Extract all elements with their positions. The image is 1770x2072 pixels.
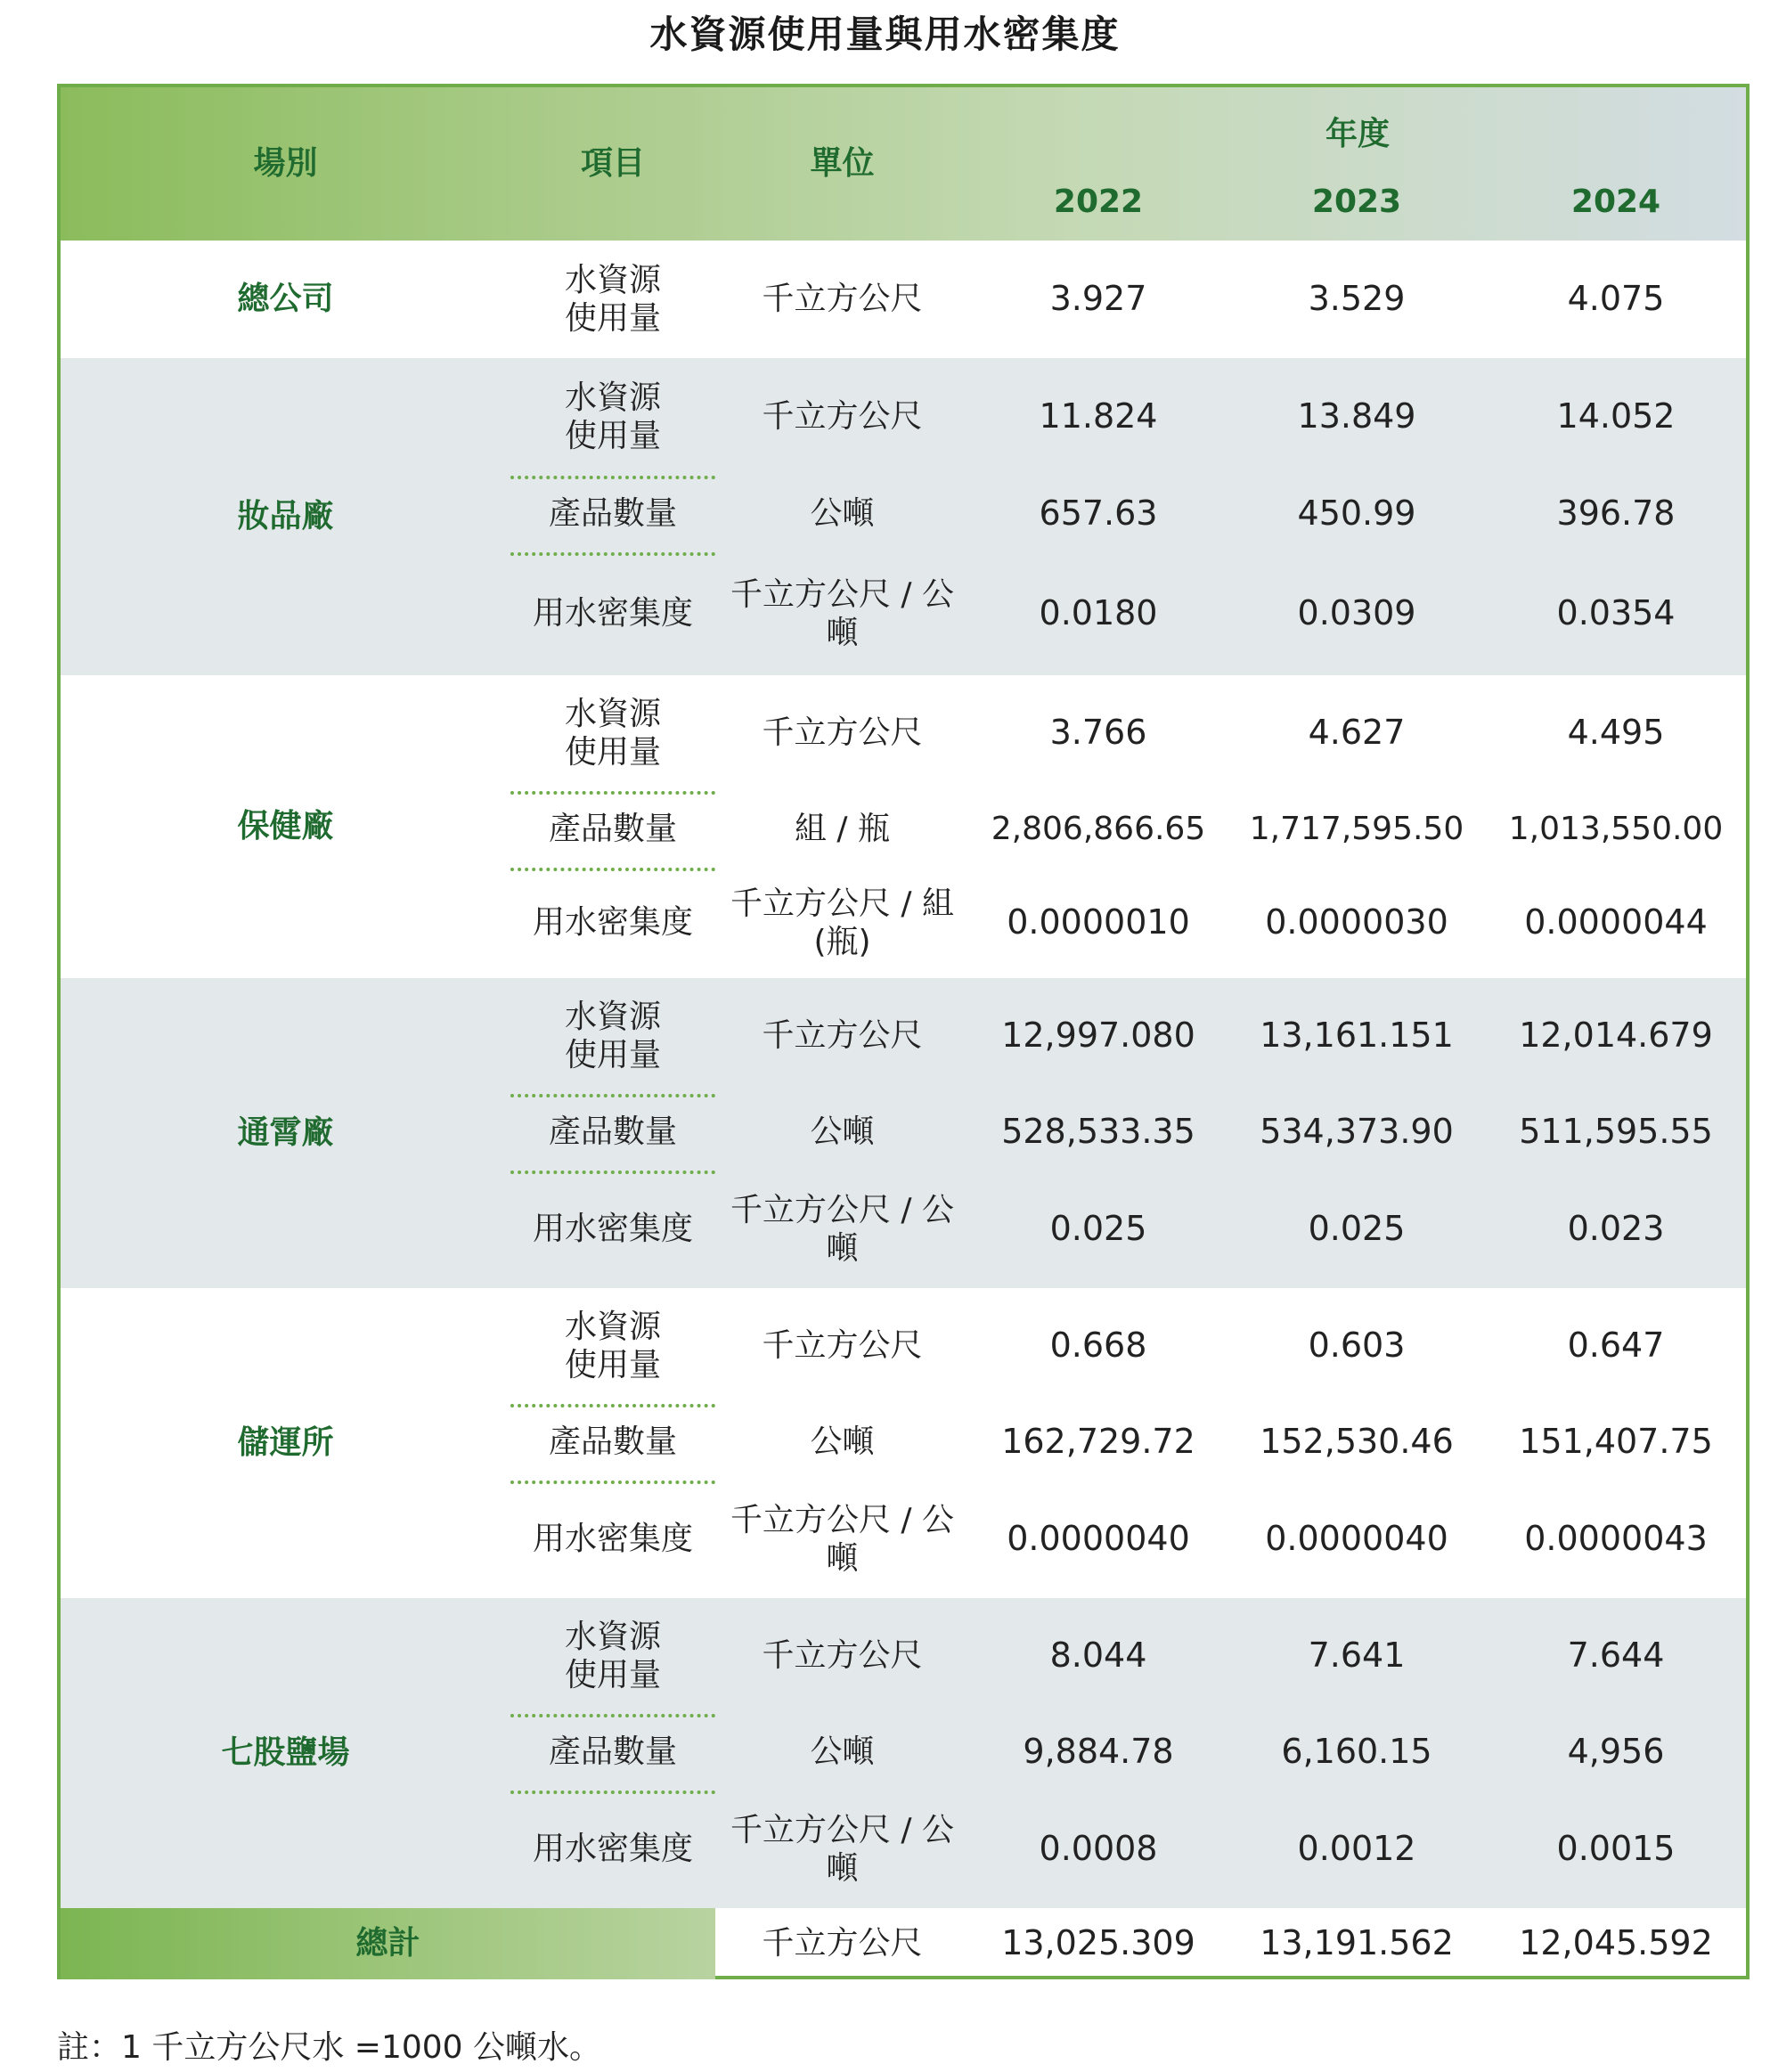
item-label: 水資源 使用量 bbox=[564, 695, 661, 771]
site-hq: 總公司 bbox=[237, 281, 334, 318]
value-2022: 657.63 bbox=[1039, 494, 1158, 534]
unit-label: 千立方公尺 bbox=[762, 1327, 923, 1365]
unit-label: 千立方公尺 / 組 (瓶) bbox=[730, 885, 955, 960]
value-2022: 3.927 bbox=[1049, 279, 1147, 319]
header-year-group: 年度 bbox=[1325, 116, 1390, 153]
value-2023: 450.99 bbox=[1297, 494, 1416, 534]
value-2024: 4.495 bbox=[1567, 713, 1665, 753]
value-2023: 0.603 bbox=[1308, 1326, 1406, 1366]
item-label: 產品數量 bbox=[548, 1733, 677, 1771]
value-2024: 0.0015 bbox=[1556, 1829, 1676, 1869]
item-label: 用水密集度 bbox=[532, 1211, 693, 1248]
header-year-2024: 2024 bbox=[1570, 184, 1661, 221]
value-2023: 152,530.46 bbox=[1260, 1422, 1454, 1462]
unit-label: 千立方公尺 bbox=[762, 1017, 923, 1055]
unit-label: 千立方公尺 bbox=[762, 398, 923, 436]
total-value-2022: 13,025.309 bbox=[1001, 1923, 1195, 1963]
item-label: 水資源 使用量 bbox=[564, 1618, 661, 1693]
value-2024: 0.0354 bbox=[1556, 593, 1676, 633]
value-2023: 534,373.90 bbox=[1260, 1112, 1454, 1152]
item-label: 水資源 使用量 bbox=[564, 261, 661, 337]
value-2023: 13,161.151 bbox=[1260, 1016, 1454, 1056]
value-2022: 528,533.35 bbox=[1001, 1112, 1195, 1152]
total-value-2024: 12,045.592 bbox=[1519, 1923, 1713, 1963]
value-2022: 0.0180 bbox=[1039, 593, 1158, 633]
site-storage: 儲運所 bbox=[237, 1424, 334, 1462]
unit-label: 公噸 bbox=[810, 495, 875, 533]
header-site: 場別 bbox=[253, 145, 318, 183]
value-2024: 4.075 bbox=[1567, 279, 1665, 319]
value-2024: 12,014.679 bbox=[1519, 1016, 1713, 1056]
value-2023: 0.025 bbox=[1308, 1209, 1406, 1249]
value-2022: 0.0000040 bbox=[1007, 1519, 1190, 1559]
item-label: 用水密集度 bbox=[532, 1521, 693, 1558]
value-2023: 7.641 bbox=[1308, 1636, 1406, 1676]
unit-label: 千立方公尺 bbox=[762, 714, 923, 752]
header-year-2022: 2022 bbox=[1053, 184, 1144, 221]
unit-label: 千立方公尺 / 公 噸 bbox=[730, 575, 955, 651]
value-2023: 3.529 bbox=[1308, 279, 1406, 319]
footnote: 註：1 千立方公尺水 =1000 公噸水。 bbox=[57, 2029, 602, 2066]
value-2024: 14.052 bbox=[1556, 396, 1676, 436]
item-label: 產品數量 bbox=[548, 495, 677, 533]
total-value-2023: 13,191.562 bbox=[1260, 1923, 1454, 1963]
item-label: 產品數量 bbox=[548, 1423, 677, 1461]
value-2022: 162,729.72 bbox=[1001, 1422, 1195, 1462]
value-2022: 9,884.78 bbox=[1023, 1732, 1174, 1772]
unit-label: 千立方公尺 bbox=[762, 1637, 923, 1675]
header-year-2023: 2023 bbox=[1311, 184, 1402, 221]
value-2023: 0.0000030 bbox=[1265, 902, 1448, 942]
unit-label: 公噸 bbox=[810, 1733, 875, 1771]
value-2022: 3.766 bbox=[1049, 713, 1147, 753]
site-tongxiao: 通霄廠 bbox=[237, 1114, 334, 1152]
value-2024: 511,595.55 bbox=[1519, 1112, 1713, 1152]
unit-label: 千立方公尺 / 公 噸 bbox=[730, 1501, 955, 1577]
water-usage-table bbox=[57, 84, 1750, 1979]
value-2023: 0.0309 bbox=[1297, 593, 1416, 633]
value-2023: 4.627 bbox=[1308, 713, 1406, 753]
item-label: 水資源 使用量 bbox=[564, 379, 661, 454]
value-2024: 0.0000044 bbox=[1524, 902, 1708, 942]
value-2022: 8.044 bbox=[1049, 1636, 1147, 1676]
site-qigu: 七股鹽場 bbox=[221, 1734, 350, 1772]
value-2024: 0.647 bbox=[1567, 1326, 1665, 1366]
value-2023: 0.0012 bbox=[1297, 1829, 1416, 1869]
value-2022: 0.0000010 bbox=[1007, 902, 1190, 942]
item-label: 水資源 使用量 bbox=[564, 1308, 661, 1383]
item-label: 用水密集度 bbox=[532, 1831, 693, 1868]
value-2024: 1,013,550.00 bbox=[1508, 811, 1724, 848]
unit-label: 千立方公尺 / 公 噸 bbox=[730, 1191, 955, 1267]
value-2022: 0.668 bbox=[1049, 1326, 1147, 1366]
value-2022: 11.824 bbox=[1039, 396, 1158, 436]
unit-label: 組 / 瓶 bbox=[794, 811, 891, 848]
value-2023: 0.0000040 bbox=[1265, 1519, 1448, 1559]
item-label: 產品數量 bbox=[548, 1113, 677, 1151]
unit-label: 公噸 bbox=[810, 1113, 875, 1151]
value-2022: 0.025 bbox=[1049, 1209, 1147, 1249]
site-cosmetics: 妝品廠 bbox=[237, 498, 334, 535]
total-unit: 千立方公尺 bbox=[762, 1925, 923, 1962]
value-2022: 0.0008 bbox=[1039, 1829, 1158, 1869]
site-health: 保健廠 bbox=[237, 808, 334, 845]
value-2023: 13.849 bbox=[1297, 396, 1416, 436]
value-2023: 6,160.15 bbox=[1281, 1732, 1432, 1772]
value-2024: 396.78 bbox=[1556, 494, 1676, 534]
item-label: 用水密集度 bbox=[532, 595, 693, 632]
value-2022: 12,997.080 bbox=[1001, 1016, 1195, 1056]
header-item: 項目 bbox=[580, 145, 645, 183]
page-title: 水資源使用量與用水密集度 bbox=[649, 12, 1121, 56]
value-2024: 0.023 bbox=[1567, 1209, 1665, 1249]
value-2024: 4,956 bbox=[1567, 1732, 1665, 1772]
item-label: 水資源 使用量 bbox=[564, 998, 661, 1073]
value-2022: 2,806,866.65 bbox=[991, 811, 1206, 848]
value-2024: 151,407.75 bbox=[1519, 1422, 1713, 1462]
value-2024: 0.0000043 bbox=[1524, 1519, 1708, 1559]
total-label: 總計 bbox=[355, 1925, 420, 1962]
value-2023: 1,717,595.50 bbox=[1249, 811, 1464, 848]
unit-label: 千立方公尺 bbox=[762, 281, 923, 318]
item-label: 產品數量 bbox=[548, 811, 677, 848]
unit-label: 公噸 bbox=[810, 1423, 875, 1461]
item-label: 用水密集度 bbox=[532, 904, 693, 942]
unit-label: 千立方公尺 / 公 噸 bbox=[730, 1811, 955, 1887]
value-2024: 7.644 bbox=[1567, 1636, 1665, 1676]
header-unit: 單位 bbox=[810, 145, 875, 183]
